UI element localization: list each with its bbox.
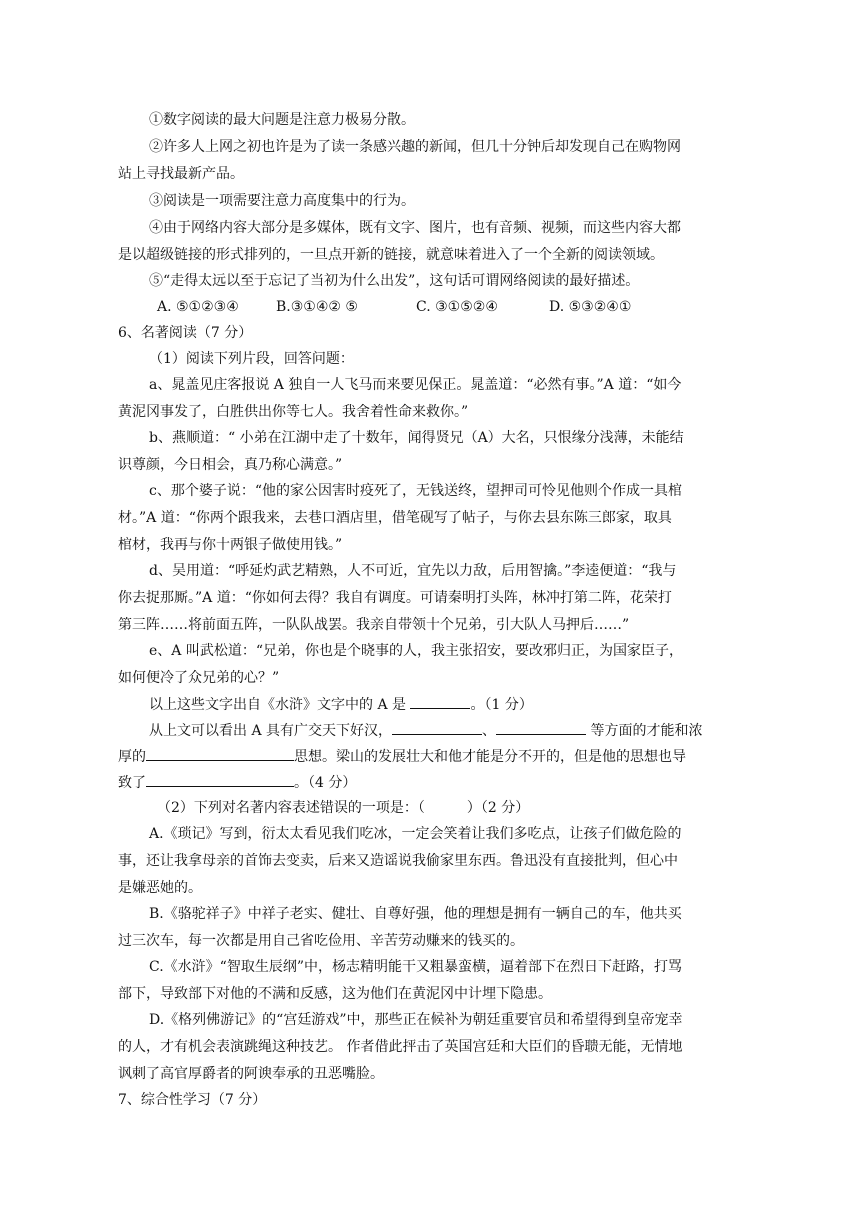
fill-1-suffix: 。（1 分） bbox=[470, 697, 533, 713]
option-c: C. ③①⑤②④ bbox=[416, 299, 498, 315]
sentence-1: ①数字阅读的最大问题是注意力极易分散。 bbox=[149, 112, 415, 128]
choice-a-line-3: 是嫌恶她的。 bbox=[118, 880, 202, 896]
answer-blank-talent-1[interactable] bbox=[392, 720, 482, 735]
fill-4-suffix: 。（4 分） bbox=[294, 775, 357, 791]
part-1-intro: （1）阅读下列片段，回答问题： bbox=[149, 351, 354, 367]
choice-d-line-3: 讽刺了高官厚爵者的阿谀奉承的丑恶嘴脸。 bbox=[118, 1066, 384, 1082]
fill-3-suffix: 思想。梁山的发展壮大和他才能是分不开的，但是他的思想也导 bbox=[294, 749, 686, 765]
answer-blank-talent-2[interactable] bbox=[496, 720, 586, 735]
question-7-title: 7、综合性学习（7 分） bbox=[118, 1092, 267, 1108]
passage-b-line-1: b、燕顺道：“ 小弟在江湖中走了十数年，闻得贤兄（A）大名，只恨缘分浅薄，未能结 bbox=[149, 430, 684, 446]
fill-1-prefix: 以上这些文字出自《水浒》文字中的 A 是 bbox=[149, 697, 411, 713]
passage-e-line-2: 如何便冷了众兄弟的心？” bbox=[118, 670, 280, 686]
passage-c-line-1: c、那个婆子说：“他的家公因害时疫死了，无钱送终，望押司可怜见他则个作成一具棺 bbox=[149, 483, 682, 499]
passage-c-line-3: 棺材，我再与你十两银子做使用钱。” bbox=[118, 537, 343, 553]
choice-b-line-1: B.《骆驼祥子》中祥子老实、健壮、自尊好强，他的理想是拥有一辆自己的车，他共买 bbox=[149, 906, 682, 922]
fill-line-4 bbox=[118, 772, 356, 793]
fill-2-suffix: 等方面的才能和浓 bbox=[586, 723, 703, 739]
question-6-title: 6、名著阅读（7 分） bbox=[118, 325, 253, 341]
choice-d-line-2: 的人，才有机会表演跳绳这种技艺。 作者借此抨击了英国宫廷和大臣们的昏聩无能，无情地 bbox=[118, 1039, 683, 1055]
fill-3-prefix: 厚的 bbox=[118, 749, 146, 765]
answer-blank-a[interactable] bbox=[410, 694, 470, 709]
fill-2-prefix: 从上文可以看出 A 具有广交天下好汉， bbox=[149, 723, 393, 739]
passage-c-line-2: 材。”A 道：“你两个跟我来，去巷口酒店里，借笔砚写了帖子，与你去县东陈三郎家，取具 bbox=[118, 510, 672, 526]
option-b: B.③①④② ⑤ bbox=[276, 299, 358, 315]
fill-line-2 bbox=[149, 720, 702, 741]
option-d: D. ⑤③②④① bbox=[549, 299, 632, 315]
sentence-4-line-1: ④由于网络内容大部分是多媒体，既有文字、图片，也有音频、视频，而这些内容大都 bbox=[149, 220, 681, 236]
passage-d-line-3: 第三阵……将前面五阵，一队队战罢。我亲自带领十个兄弟，引大队人马押后……” bbox=[118, 617, 630, 633]
passage-a-line-2: 黄泥冈事发了，白胜供出你等七人。我舍着性命来救你。” bbox=[118, 404, 469, 420]
choice-a-line-2: 事，还让我拿母亲的首饰去变卖，后来又造谣说我偷家里东西。鲁迅没有直接批判，但心中 bbox=[118, 853, 678, 869]
answer-blank-thought[interactable] bbox=[146, 746, 294, 761]
choice-a-line-1: A.《琐记》写到，衍太太看见我们吃冰，一定会笑着让我们多吃点，让孩子们做危险的 bbox=[149, 826, 682, 842]
sentence-2-line-2: 站上寻找最新产品。 bbox=[118, 166, 244, 182]
passage-a-line-1: a、晁盖见庄客报说 A 独自一人飞马而来要见保正。晁盖道：“必然有事。”A 道：“如今 bbox=[149, 377, 682, 393]
choice-c-line-1: C.《水浒》“智取生辰纲”中，杨志精明能干又粗暴蛮横，逼着部下在烈日下赶路，打骂 bbox=[149, 959, 682, 975]
choice-d-line-1: D.《格列佛游记》的“宫廷游戏”中，那些正在候补为朝廷重要官员和希望得到皇帝宠幸 bbox=[149, 1012, 683, 1028]
passage-b-line-2: 识尊颜，今日相会，真乃称心满意。” bbox=[118, 457, 343, 473]
fill-line-1 bbox=[149, 694, 533, 715]
sentence-5: ⑤“走得太远以至于忘记了当初为什么出发”，这句话可谓网络阅读的最好描述。 bbox=[149, 273, 640, 289]
passage-e-line-1: e、A 叫武松道：“兄弟，你也是个晓事的人，我主张招安，要改邪归正，为国家臣子， bbox=[149, 643, 684, 659]
answer-blank-result[interactable] bbox=[146, 772, 294, 787]
option-a: A. ⑤①②③④ bbox=[157, 299, 239, 315]
part-2-intro: （2）下列对名著内容表述错误的一项是：（ ）（2 分） bbox=[157, 800, 530, 816]
sentence-4-line-2: 是以超级链接的形式排列的，一旦点开新的链接，就意味着进入了一个全新的阅读领域。 bbox=[118, 247, 664, 263]
fill-2-separator: 、 bbox=[482, 723, 497, 739]
choice-b-line-2: 过三次车，每一次都是用自己省吃俭用、辛苦劳动赚来的钱买的。 bbox=[118, 933, 524, 949]
sentence-3: ③阅读是一项需要注意力高度集中的行为。 bbox=[149, 193, 415, 209]
fill-4-prefix: 致了 bbox=[118, 775, 146, 791]
passage-d-line-2: 你去捉那厮。”A 道：“你如何去得？我自有调度。可请秦明打头阵，林冲打第二阵，花荣打 bbox=[118, 590, 672, 606]
choice-c-line-2: 部下，导致部下对他的不满和反感，这为他们在黄泥冈中计埋下隐患。 bbox=[118, 986, 552, 1002]
fill-line-3 bbox=[118, 746, 686, 767]
sentence-2-line-1: ②许多人上网之初也许是为了读一条感兴趣的新闻，但几十分钟后却发现自己在购物网 bbox=[149, 139, 681, 155]
passage-d-line-1: d、吴用道：“呼延灼武艺精熟，人不可近，宜先以力敌，后用智擒。”李逵便道：“我与 bbox=[149, 563, 677, 579]
